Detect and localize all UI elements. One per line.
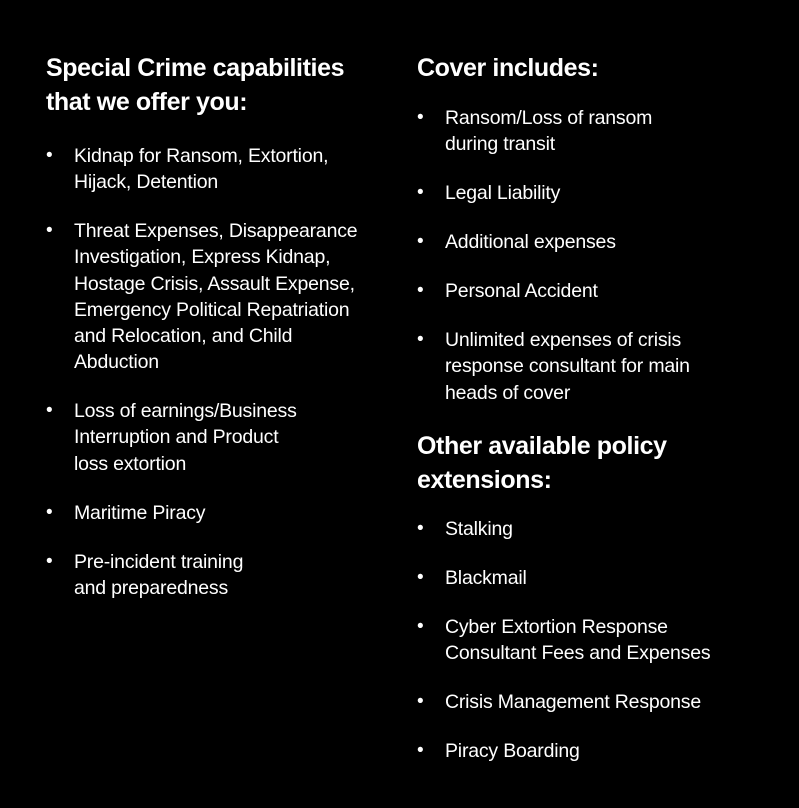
left-column [46,51,391,624]
capabilities-heading-line: that we offer you: [46,88,248,116]
extensions-heading-line: Other available policy [417,431,667,460]
capability-text: Hijack, Detention [74,171,219,194]
extension-item [417,565,767,591]
extensions-list [417,516,767,764]
capability-item [46,218,391,375]
capability-text: Pre-incident training [74,550,244,573]
extension-text: Cyber Extortion Response [445,615,668,638]
cover-text: during transit [445,133,555,156]
capability-item [46,549,391,601]
capabilities-heading [46,51,391,119]
capability-text: Interruption and Product [74,426,279,449]
cover-item [417,105,767,157]
extension-text: Stalking [445,517,513,540]
capability-text: Loss of earnings/Business [74,400,297,423]
cover-text: Legal Liability [445,182,561,205]
cover-list [417,105,767,406]
cover-text: heads of cover [445,381,571,404]
extension-text: Blackmail [445,566,527,589]
extension-item [417,738,767,764]
cover-text: Unlimited expenses of crisis [445,329,682,352]
cover-item [417,229,767,255]
capability-text: Investigation, Express Kidnap, [74,246,331,269]
extensions-heading-line: extensions: [417,465,552,494]
cover-text: Ransom/Loss of ransom [445,107,653,129]
capability-text: Emergency Political Repatriation [74,298,350,321]
extension-text: Consultant Fees and Expenses [445,641,711,664]
capability-item [46,500,391,526]
capability-text: loss extortion [74,452,187,475]
capabilities-heading-line: Special Crime capabilities [46,54,345,82]
cover-text: response consultant for main [445,355,690,378]
capabilities-list [46,143,391,601]
capability-text: Hostage Crisis, Assault Expense, [74,272,355,295]
right-column [417,51,767,787]
capability-text: and preparedness [74,576,228,599]
capability-text: Abduction [74,351,159,374]
cover-text: Personal Accident [445,280,598,303]
extension-item [417,614,767,666]
capability-text: Kidnap for Ransom, Extortion, [74,145,329,167]
cover-item [417,278,767,304]
extension-item [417,689,767,715]
extension-text: Piracy Boarding [445,739,580,762]
capability-text: Threat Expenses, Disappearance [74,220,358,243]
cover-text: Additional expenses [445,231,616,254]
capability-text: and Relocation, and Child [74,325,293,348]
cover-heading: Cover includes: [417,54,599,82]
capability-item [46,398,391,477]
cover-item [417,327,767,406]
capability-text: Maritime Piracy [74,501,206,524]
extensions-heading [417,429,767,497]
capability-item [46,143,391,195]
cover-item [417,180,767,206]
extension-item [417,516,767,542]
extension-text: Crisis Management Response [445,690,702,713]
